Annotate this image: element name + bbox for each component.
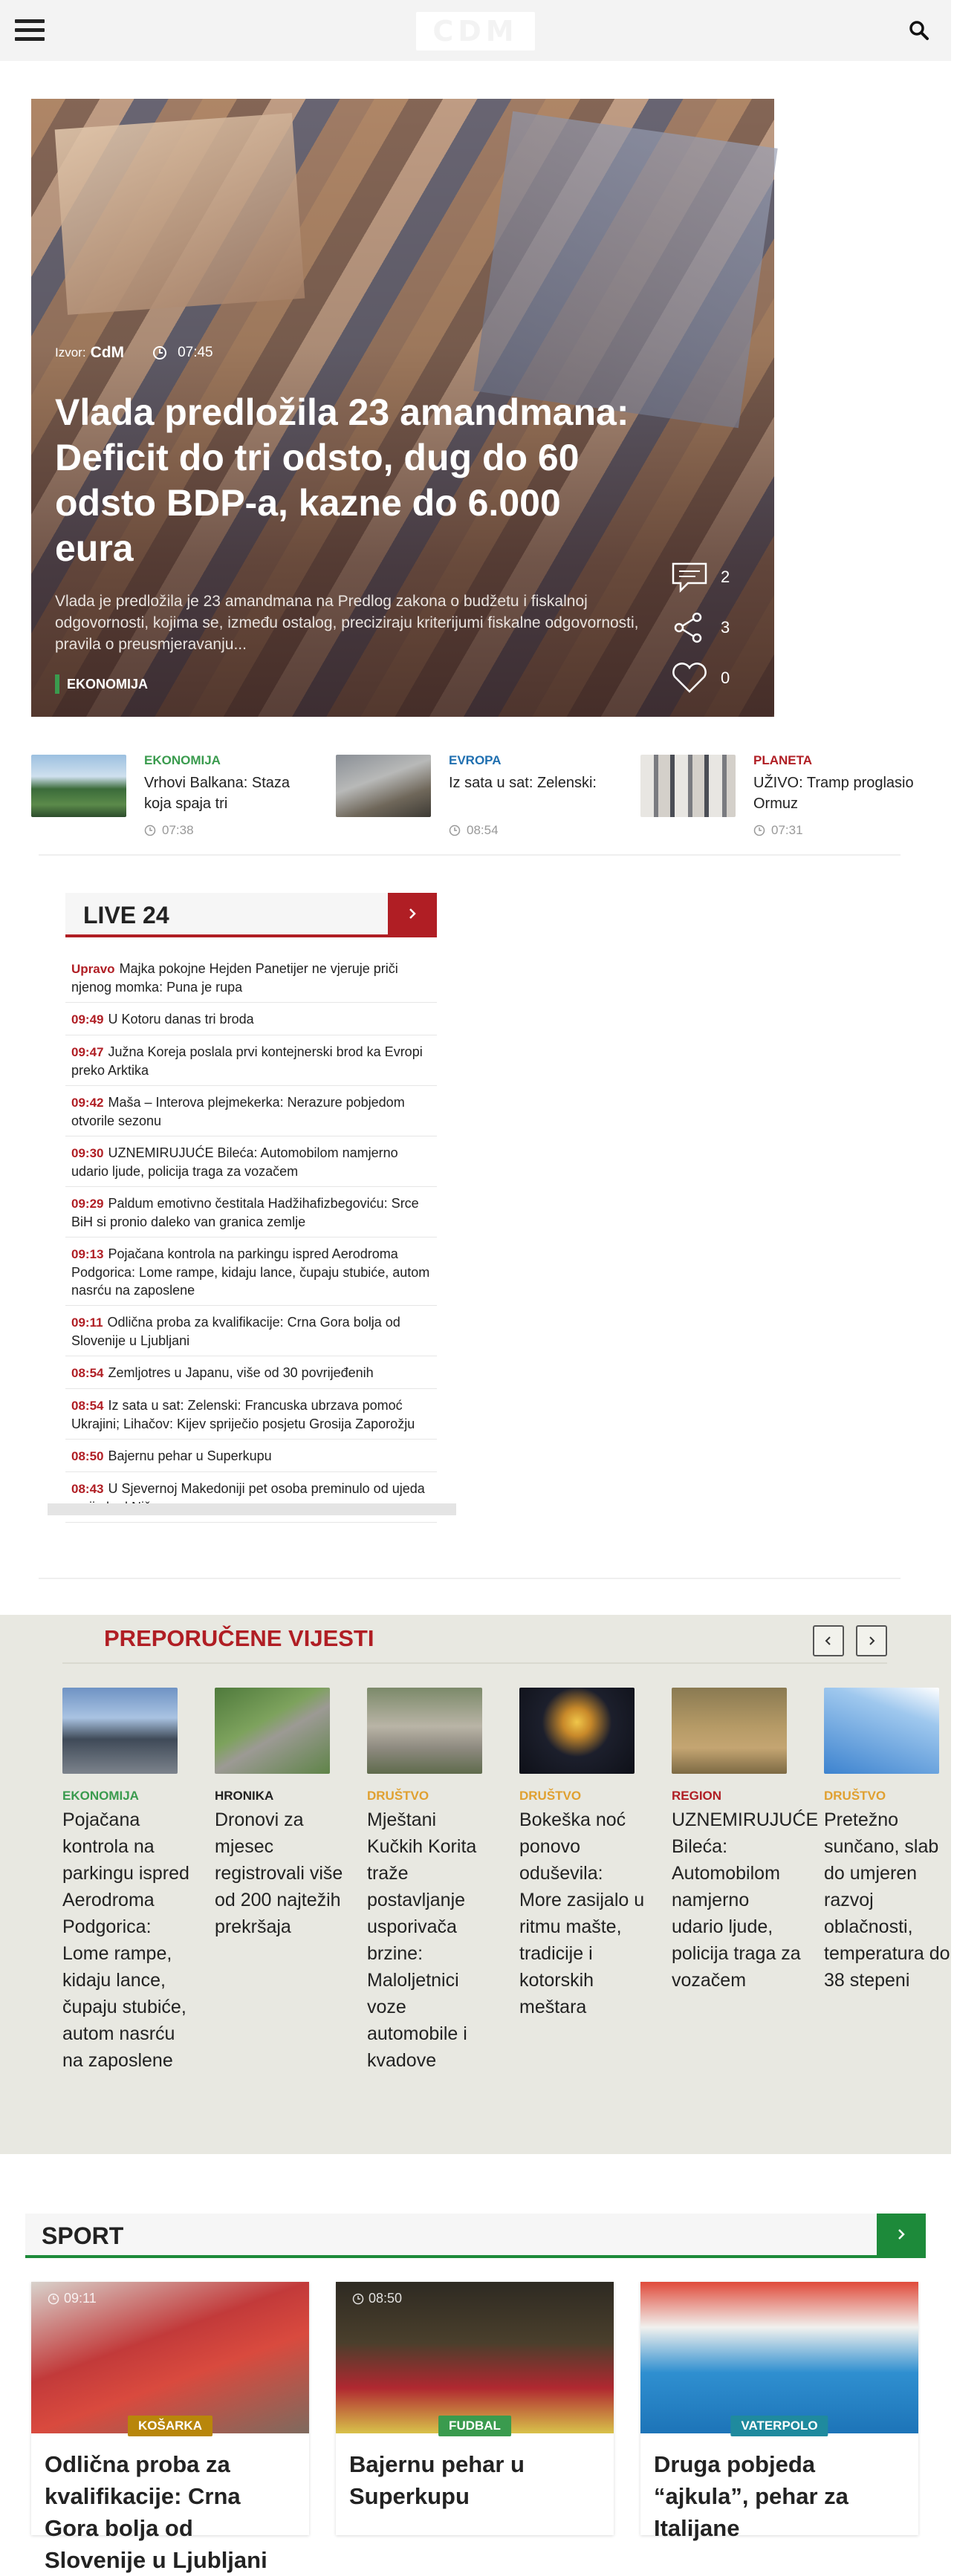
recommended-rule	[62, 1662, 887, 1664]
mini-news-item[interactable]	[640, 750, 923, 839]
clock-icon	[48, 2293, 59, 2305]
mini-news-title[interactable]: Vrhovi Balkana: Staza koja spaja tri	[144, 775, 291, 812]
mini-news-item[interactable]	[31, 750, 314, 839]
recommended-category[interactable]: EKONOMIJA	[62, 1789, 139, 1803]
live-item[interactable]	[65, 1187, 437, 1237]
carousel-prev-button[interactable]	[813, 1625, 844, 1656]
hero-image-detail	[473, 111, 777, 428]
live-item-text: Odlična proba za kvalifikacije: Crna Gora bolja od Slovenije u Ljubljani	[71, 1315, 400, 1348]
recommended-thumbnail	[519, 1688, 635, 1774]
live-item[interactable]	[65, 1136, 437, 1187]
mini-news-item[interactable]	[336, 750, 618, 839]
recommended-category[interactable]: DRUŠTVO	[367, 1789, 429, 1803]
chevron-left-icon	[823, 1636, 834, 1646]
recommended-text[interactable]: Mještani Kučkih Korita traže postavljanje usporivača brzine: Maloljetnici voze automobile i kvadove	[367, 1809, 477, 2071]
live-item-time: 08:50	[71, 1449, 104, 1463]
hero-lead: Vlada je predložila je 23 amandmana na Predlog zakona o budžetu i fiskalnoj odgovornosti, kojima se, između ostalog, preciziraju kriterijumi fiskalne odgovornosti, pravila o preusmjeravanju...	[55, 593, 639, 653]
recommended-card[interactable]	[672, 1688, 819, 1994]
live-24-list[interactable]	[65, 952, 437, 1494]
live-item[interactable]	[65, 1389, 437, 1440]
mini-news-row	[31, 750, 923, 847]
sport-header	[25, 2214, 926, 2258]
shares-count: 3	[721, 618, 730, 637]
hero-meta	[55, 344, 213, 362]
mini-news-time-text: 07:31	[771, 823, 803, 837]
mini-news-time-text: 08:54	[467, 823, 499, 837]
live-item[interactable]	[65, 1086, 437, 1136]
live-item[interactable]	[65, 1440, 437, 1472]
sport-time-text: 08:50	[369, 2291, 403, 2306]
sport-time	[352, 2291, 402, 2306]
sport-badge[interactable]: VATERPOLO	[730, 2416, 828, 2436]
shares-stat[interactable]	[670, 602, 759, 653]
hero-category[interactable]: EKONOMIJA	[55, 674, 148, 694]
site-logo[interactable]: CDM	[416, 12, 535, 51]
live-item-time: 09:13	[71, 1247, 104, 1261]
comments-count: 2	[721, 567, 730, 586]
live-item-time: 09:11	[71, 1315, 103, 1330]
recommended-category[interactable]: DRUŠTVO	[824, 1789, 886, 1803]
search-icon[interactable]	[908, 19, 930, 42]
clock-icon	[144, 824, 156, 836]
chevron-right-icon	[406, 908, 418, 920]
live-item-text: U Kotoru danas tri broda	[108, 1012, 254, 1027]
sport-badge[interactable]: KOŠARKA	[128, 2416, 212, 2436]
recommended-text[interactable]: Pretežno sunčano, slab do umjeren razvoj oblačnosti, temperatura do 38 stepeni	[824, 1809, 950, 1991]
comments-stat[interactable]	[670, 552, 759, 602]
live-item-time: 09:49	[71, 1012, 104, 1027]
sport-card[interactable]	[31, 2282, 309, 2573]
hero-article[interactable]	[31, 99, 774, 717]
recommended-text[interactable]: Dronovi za mjesec registrovali više od 200 najtežih prekršaja	[215, 1809, 343, 1937]
live-item-time: 08:54	[71, 1366, 104, 1380]
clock-icon	[352, 2293, 364, 2305]
section-divider	[39, 854, 901, 856]
live-24-more-button[interactable]	[388, 893, 437, 934]
live-item-time: 09:47	[71, 1045, 104, 1059]
recommended-card[interactable]	[367, 1688, 486, 2074]
live-item-text: Maša – Interova plejmekerka: Nerazure pobjedom otvorile sezonu	[71, 1095, 405, 1128]
menu-icon[interactable]	[15, 19, 45, 42]
live-24-widget	[48, 878, 456, 1518]
recommended-card[interactable]	[215, 1688, 343, 1940]
live-24-scrollbar[interactable]	[48, 1503, 456, 1515]
live-item[interactable]	[65, 1003, 437, 1035]
mini-news-thumbnail	[336, 755, 431, 817]
live-item-time: Upravo	[71, 962, 115, 976]
chevron-right-icon	[866, 1636, 877, 1646]
live-item[interactable]	[65, 1356, 437, 1389]
live-item-time: 08:43	[71, 1482, 104, 1496]
mini-news-time	[144, 823, 194, 838]
sport-time	[48, 2291, 97, 2306]
live-item-text: Južna Koreja poslala prvi kontejnerski brod ka Evropi preko Arktika	[71, 1044, 423, 1078]
recommended-text[interactable]: Pojačana kontrola na parkingu ispred Aerodroma Podgorica: Lome rampe, kidaju lance, čupaju stubiće, autom nasrću na zaposlene	[62, 1809, 189, 2071]
live-item-time: 09:30	[71, 1146, 104, 1160]
recommended-card[interactable]	[519, 1688, 645, 2020]
carousel-next-button[interactable]	[856, 1625, 887, 1656]
source-name: CdM	[90, 344, 125, 361]
recommended-title: PREPORUČENE VIJESTI	[104, 1625, 374, 1651]
sport-title: SPORT	[42, 2222, 124, 2249]
live-item-time: 09:42	[71, 1096, 104, 1110]
sport-more-button[interactable]	[877, 2214, 926, 2255]
recommended-thumbnail	[367, 1688, 482, 1774]
recommended-section	[0, 1615, 951, 2154]
sport-image	[640, 2282, 918, 2433]
live-item[interactable]	[65, 952, 437, 1003]
sport-card[interactable]	[640, 2282, 918, 2541]
live-item-text: Zemljotres u Japanu, više od 30 povrijeđenih	[108, 1365, 374, 1380]
mini-news-category[interactable]: EVROPA	[449, 753, 502, 767]
likes-stat[interactable]	[670, 653, 759, 703]
live-item[interactable]	[65, 1306, 437, 1356]
chevron-right-icon	[895, 2228, 907, 2240]
recommended-thumbnail	[215, 1688, 330, 1774]
share-icon	[670, 611, 709, 644]
recommended-thumbnail	[824, 1688, 939, 1774]
section-divider	[39, 1578, 901, 1579]
mini-news-category[interactable]: PLANETA	[753, 753, 813, 767]
hero-stats	[670, 552, 759, 703]
clock-icon	[753, 824, 765, 836]
recommended-category[interactable]: REGION	[672, 1789, 722, 1803]
mini-news-thumbnail	[31, 755, 126, 817]
hero-title[interactable]: Vlada predložila 23 amandmana: Deficit do tri odsto, dug do 60 odsto BDP-a, kazne do 6.000 eura	[55, 391, 629, 569]
live-item-time: 09:29	[71, 1197, 104, 1211]
mini-news-time	[449, 823, 499, 838]
mini-news-time	[753, 823, 803, 838]
live-item[interactable]	[65, 1035, 437, 1086]
live-item-text: Majka pokojne Hejden Panetijer ne vjeruje priči njenog momka: Puna je rupa	[71, 961, 398, 995]
mini-news-category[interactable]: EKONOMIJA	[144, 753, 221, 767]
recommended-carousel	[62, 1688, 950, 2148]
recommended-card[interactable]	[62, 1688, 189, 2074]
clock-icon	[152, 345, 167, 360]
recommended-text[interactable]: Bokeška noć ponovo oduševila: More zasijalo u ritmu mašte, tradicije i kotorskih meštara	[519, 1809, 645, 2017]
comment-icon	[670, 561, 709, 593]
recommended-category[interactable]: DRUŠTVO	[519, 1789, 582, 1803]
recommended-thumbnail	[672, 1688, 787, 1774]
sport-time-text: 09:11	[64, 2291, 97, 2306]
live-item-text: Iz sata u sat: Zelenski: Francuska ubrzava pomoć Ukrajini; Lihačov: Kijev spriječio posjetu Grosija Zaporožju	[71, 1398, 415, 1431]
live-24-title: LIVE 24	[83, 902, 169, 928]
live-item[interactable]	[65, 1237, 437, 1306]
recommended-card[interactable]	[824, 1688, 950, 1994]
top-bar	[0, 0, 951, 61]
live-item-time: 08:54	[71, 1399, 104, 1413]
mini-news-time-text: 07:38	[162, 823, 194, 837]
mini-news-title[interactable]: UŽIVO: Tramp proglasio Ormuz	[753, 775, 914, 812]
hero-time: 07:45	[178, 345, 213, 360]
live-item-text: U Sjevernoj Makedoniji pet osoba preminulo od ujeda	[108, 1481, 425, 1496]
sport-badge[interactable]: FUDBAL	[438, 2416, 511, 2436]
live-item-text: Paldum emotivno čestitala Hadžihafizbegoviću: Srce BiH si pronio daleko van granica zemlje	[71, 1196, 419, 1229]
heart-icon	[670, 662, 709, 695]
live-item-text: Pojačana kontrola na parkingu ispred Aerodroma Podgorica: Lome rampe, kidaju lance, čupaju stubiće, autom nasrću na zaposlene	[71, 1246, 430, 1298]
sport-card-title[interactable]: Odlična proba za kvalifikacije: Crna Gora bolja od Slovenije u Ljubljani	[45, 2451, 267, 2573]
sport-card[interactable]	[336, 2282, 614, 2535]
source-label: Izvor:	[55, 345, 86, 360]
sport-card-title[interactable]: Bajernu pehar u Superkupu	[349, 2451, 525, 2509]
mini-news-title[interactable]: Iz sata u sat: Zelenski:	[449, 775, 597, 791]
live-item-text: UZNEMIRUJUĆE Bileća: Automobilom namjerno udario ljude, policija traga za vozačem	[71, 1145, 398, 1179]
clock-icon	[449, 824, 461, 836]
likes-count: 0	[721, 669, 730, 687]
recommended-category[interactable]: HRONIKA	[215, 1789, 274, 1803]
mini-news-thumbnail	[640, 755, 736, 817]
recommended-text[interactable]: UZNEMIRUJUĆE Bileća: Automobilom namjerno udario ljude, policija traga za vozačem	[672, 1809, 819, 1991]
recommended-thumbnail	[62, 1688, 178, 1774]
sport-card-title[interactable]: Druga pobjeda “ajkula”, pehar za Italijane	[654, 2451, 848, 2541]
live-item-text: Bajernu pehar u Superkupu	[108, 1448, 272, 1463]
live-24-header	[65, 893, 437, 937]
hero-image-detail	[55, 113, 305, 315]
